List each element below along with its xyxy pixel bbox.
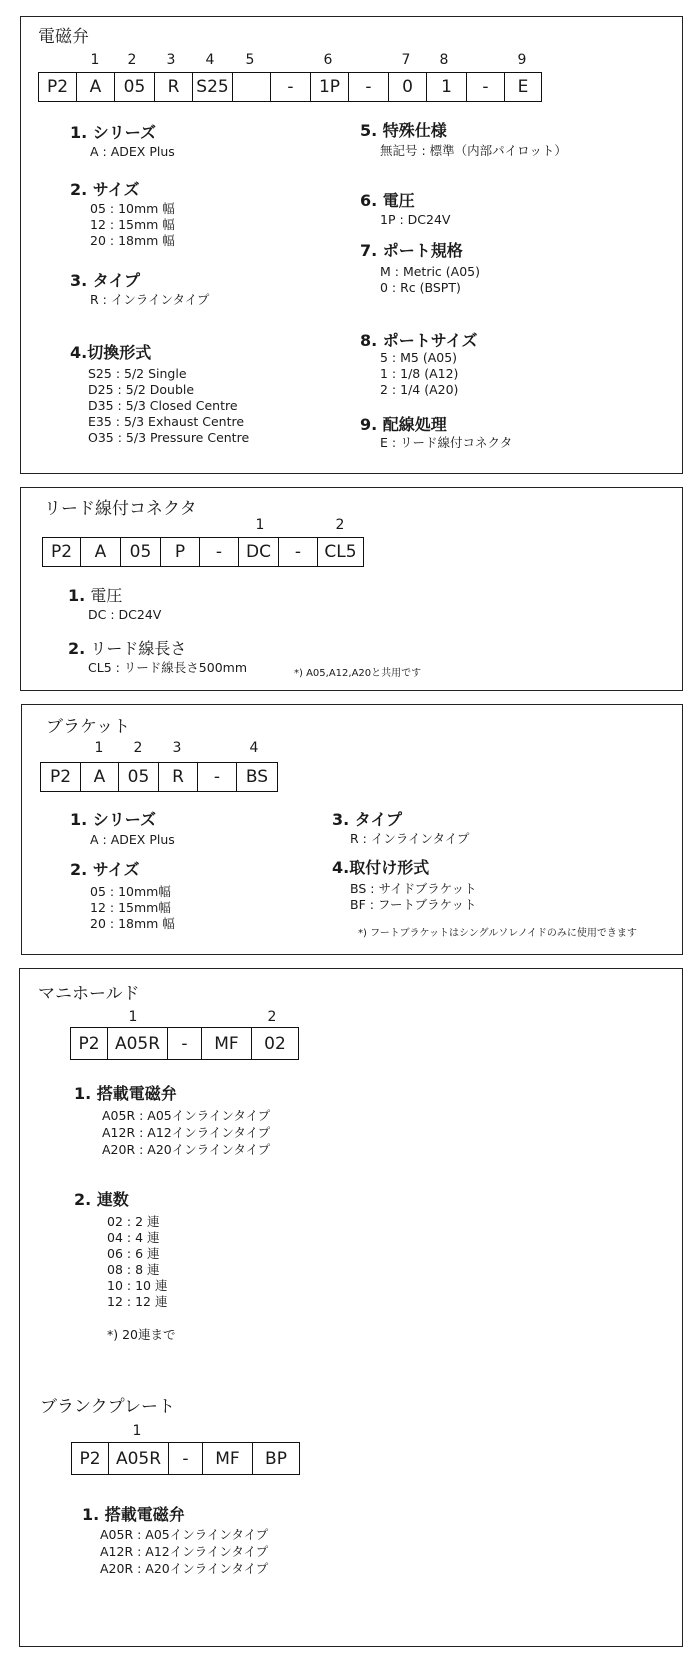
heading-number: 2. (68, 639, 86, 658)
manifold-title: マニホールド (38, 984, 140, 1004)
section-heading-type: 3. タイプ (70, 271, 140, 290)
code-digit-8: 8 (439, 52, 449, 68)
code-cell: 1 (427, 73, 467, 101)
heading-number: 1. (68, 586, 86, 605)
lead-code-box (42, 537, 364, 567)
code-digit-2: 2 (335, 517, 345, 533)
code-cell: MF (203, 1443, 253, 1474)
code-cell: - (200, 538, 239, 566)
section-item: A05R : A05インラインタイプ (100, 1527, 269, 1542)
solenoid-title: 電磁弁 (38, 27, 89, 47)
code-cell: A (77, 73, 115, 101)
note: *) 20連まで (107, 1327, 176, 1342)
section-item: A12R : A12インラインタイプ (102, 1125, 271, 1140)
code-cell: - (349, 73, 389, 101)
section-item: 12 : 12 連 (107, 1294, 168, 1309)
code-digit-1: 1 (132, 1423, 142, 1439)
section-heading-series: 1. シリーズ (70, 810, 156, 829)
section-heading-series: 1. シリーズ (70, 123, 156, 142)
section-item: 08 : 8 連 (107, 1262, 160, 1277)
code-cell: MF (202, 1028, 252, 1059)
code-cell: A05R (109, 1443, 169, 1474)
heading-text: リード線長さ (90, 639, 187, 658)
code-digit-6: 6 (323, 52, 333, 68)
code-cell: P2 (43, 538, 81, 566)
code-digit-7: 7 (401, 52, 411, 68)
lead-connector-title: リード線付コネクタ (44, 499, 197, 519)
code-digit-4: 4 (205, 52, 215, 68)
section-item: D35 : 5/3 Closed Centre (88, 398, 238, 413)
code-cell: 05 (115, 73, 155, 101)
section-item: CL5 : リード線長さ500mm (88, 660, 248, 675)
code-digit-2: 2 (267, 1009, 277, 1025)
section-item: 12 : 15mm 幅 (90, 217, 175, 232)
section-item: 1P : DC24V (380, 212, 451, 227)
code-cell: P2 (41, 763, 81, 791)
code-digit-2: 2 (127, 52, 137, 68)
code-cell: A (81, 538, 121, 566)
section-item: 04 : 4 連 (107, 1230, 160, 1245)
section-heading-voltage: 6. 電圧 (360, 191, 415, 210)
manifold-code-box (70, 1027, 299, 1060)
code-cell: A05R (108, 1028, 168, 1059)
section-heading-size: 2. サイズ (70, 860, 140, 879)
bracket-code-box (40, 762, 278, 792)
code-digit-2: 2 (133, 740, 143, 756)
section-item: 20 : 18mm 幅 (90, 233, 175, 248)
section-item: E35 : 5/3 Exhaust Centre (88, 414, 245, 429)
code-cell: A (81, 763, 119, 791)
section-heading-mounted-valve: 1. 搭載電磁弁 (74, 1084, 177, 1103)
code-cell: R (159, 763, 198, 791)
code-cell: 02 (264, 1033, 286, 1054)
section-item: A12R : A12インラインタイプ (100, 1544, 269, 1559)
section-item: BS : サイドブラケット (350, 881, 477, 896)
code-digit-5: 5 (245, 52, 255, 68)
section-item: D25 : 5/2 Double (88, 382, 195, 397)
code-cell: P2 (39, 73, 77, 101)
note: *) A05,A12,A20と共用です (294, 668, 422, 679)
section-item: R : インラインタイプ (350, 831, 470, 846)
section-item: A : ADEX Plus (90, 144, 175, 159)
section-item: O35 : 5/3 Pressure Centre (88, 430, 250, 445)
section-item: BF : フートブラケット (350, 897, 477, 912)
section-item: A20R : A20インラインタイプ (102, 1142, 271, 1157)
code-cell: P2 (71, 1028, 108, 1059)
code-digit-3: 3 (166, 52, 176, 68)
bracket-title: ブラケット (46, 717, 131, 737)
code-digit-3: 3 (172, 740, 182, 756)
section-item: 2 : 1/4 (A20) (380, 382, 459, 397)
note: *) フートブラケットはシングルソレノイドのみに使用できます (358, 928, 637, 939)
section-item: DC : DC24V (88, 607, 162, 622)
section-heading-wiring: 9. 配線処理 (360, 415, 447, 434)
code-cell: - (279, 538, 318, 566)
section-item: 05 : 10mm 幅 (90, 201, 175, 216)
section-heading-switching: 4.切換形式 (70, 343, 152, 362)
code-cell: BS (245, 767, 269, 787)
section-item: E : リード線付コネクタ (380, 435, 513, 450)
section-item: 06 : 6 連 (107, 1246, 160, 1261)
code-cell: P2 (72, 1443, 109, 1474)
code-cell: 05 (119, 763, 159, 791)
code-digit-1: 1 (128, 1009, 138, 1025)
section-item: 02 : 2 連 (107, 1214, 160, 1229)
section-item: 05 : 10mm幅 (90, 884, 171, 899)
section-item: 20 : 18mm 幅 (90, 916, 175, 931)
section-heading-size: 2. サイズ (70, 180, 140, 199)
section-heading-stations: 2. 連数 (74, 1190, 129, 1209)
section-item: A20R : A20インラインタイプ (100, 1561, 269, 1576)
code-digit-9: 9 (517, 52, 527, 68)
code-digit-4: 4 (249, 740, 259, 756)
section-item: S25 : 5/2 Single (88, 366, 187, 381)
section-heading-type: 3. タイプ (332, 810, 402, 829)
section-item: A : ADEX Plus (90, 832, 175, 847)
code-cell: - (198, 763, 237, 791)
code-digit-1: 1 (90, 52, 100, 68)
code-digit-1: 1 (94, 740, 104, 756)
section-heading-mounting: 4.取付け形式 (332, 858, 430, 877)
code-cell: BP (265, 1448, 287, 1469)
section-item: 無記号 : 標準（内部パイロット） (380, 143, 567, 158)
section-item: A05R : A05インラインタイプ (102, 1108, 271, 1123)
code-cell: - (467, 73, 505, 101)
section-item: R : インラインタイプ (90, 292, 210, 307)
code-cell: CL5 (324, 542, 357, 562)
heading-text: 電圧 (90, 586, 123, 605)
code-cell (233, 73, 271, 101)
section-heading-lead-length (68, 636, 186, 659)
solenoid-code-box (38, 72, 542, 102)
code-cell: - (271, 73, 311, 101)
code-cell: E (517, 77, 529, 97)
blank-plate-code-box (71, 1442, 300, 1475)
section-item: M : Metric (A05) (380, 264, 480, 279)
code-cell: R (155, 73, 193, 101)
section-heading-special: 5. 特殊仕様 (360, 121, 447, 140)
section-heading-mounted-valve: 1. 搭載電磁弁 (82, 1505, 185, 1524)
section-heading-port-size: 8. ポートサイズ (360, 331, 478, 350)
code-cell: - (169, 1443, 203, 1474)
code-cell: DC (239, 538, 279, 566)
blank-plate-title: ブランクプレート (40, 1397, 175, 1417)
code-cell: - (168, 1028, 202, 1059)
code-cell: P (161, 538, 200, 566)
section-item: 10 : 10 連 (107, 1278, 168, 1293)
section-heading-voltage (68, 583, 122, 606)
section-item: 1 : 1/8 (A12) (380, 366, 459, 381)
section-heading-port-standard: 7. ポート規格 (360, 241, 463, 260)
section-item: 0 : Rc (BSPT) (380, 280, 461, 295)
section-item: 5 : M5 (A05) (380, 350, 458, 365)
code-cell: 0 (389, 73, 427, 101)
code-cell: S25 (193, 73, 233, 101)
code-cell: 05 (121, 538, 161, 566)
code-cell: 1P (311, 73, 349, 101)
section-item: 12 : 15mm幅 (90, 900, 171, 915)
code-digit-1: 1 (255, 517, 265, 533)
